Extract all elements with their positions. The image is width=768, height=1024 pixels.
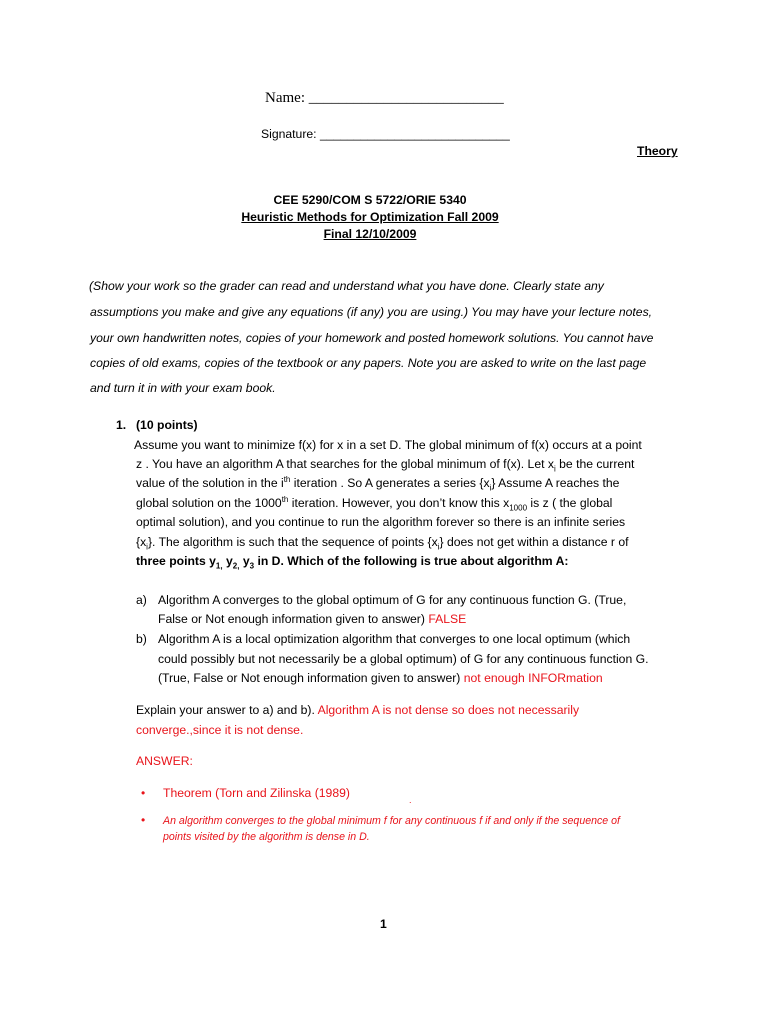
explain-answer: Algorithm A is not dense so does not necessarily (317, 703, 580, 717)
name-line (265, 90, 504, 107)
name-label: Name: (265, 90, 305, 106)
explain-text: Explain your answer to a) and b). Algorithm A is not dense so does not necessarily (136, 703, 580, 717)
name-blank-2: ___________ (421, 90, 504, 106)
question-text: three points $y_{1,}$ $y_{2,}$ $y_3$ in D. Which of the following is true about algorithm A: (136, 554, 569, 571)
theory-label: Theory (637, 144, 678, 158)
part-a-label: a) (136, 593, 147, 607)
instructions-line: and turn it in with your exam book. (90, 381, 276, 395)
question-points: (10 points) (136, 418, 198, 432)
question-text: Assume you want to minimize f(x) for x in a set D. The global minimum of f(x) occurs at a point (134, 438, 642, 452)
question-text: z . You have an algorithm A that searches for the global minimum of f(x). Let $x_i$ be the current (136, 457, 635, 474)
part-a-text: False or Not enough information given to answer) FALSE (158, 612, 467, 626)
signature-label: Signature: (261, 127, 317, 141)
exam-date: Final 12/10/2009 (323, 227, 417, 241)
bullet-text: An algorithm converges to the global minimum f for any continuous f if and only if the sequence of (163, 815, 620, 827)
bullet-icon: • (141, 813, 146, 827)
part-b-label: b) (136, 632, 147, 646)
explain-answer: converge.,since it is not dense. (136, 723, 304, 737)
part-a-text: Algorithm A converges to the global optimum of G for any continuous function G. (True, (158, 593, 627, 607)
question-number: 1. (116, 418, 127, 432)
stray-mark: . (409, 795, 412, 805)
question-text: global solution on the 1000th iteration. However, you don’t know this $x_{1000}$ is z ( the global (136, 494, 613, 513)
part-a-answer: FALSE (428, 612, 467, 626)
signature-line (261, 127, 510, 141)
question-text: $\{x_i\}$. The algorithm is such that the sequence of points $\{x_i\}$ does not get within a distance r of (136, 535, 629, 552)
part-b-text: Algorithm A is a local optimization algorithm that converges to one local optimum (which (158, 632, 631, 646)
question-text: value of the solution in the $i^{th}$ iteration . So A generates a series $\{x_i\}$ Assume A reaches the (136, 474, 620, 493)
bullet-text: Theorem (Torn and Zilinska (1989) (163, 786, 350, 800)
instructions-line: (Show your work so the grader can read and understand what you have done. Clearly state any (89, 279, 604, 293)
signature-blank: ____________________________ (319, 127, 510, 141)
instructions-line: your own handwritten notes, copies of your homework and posted homework solutions. You cannot have (90, 331, 654, 345)
part-b-answer: not enough INFORmation (463, 671, 603, 685)
course-codes: CEE 5290/COM S 5722/ORIE 5340 (273, 193, 467, 207)
bullet-text: points visited by the algorithm is dense in D. (163, 831, 370, 843)
instructions-line: copies of old exams, copies of the textbook or any papers. Note you are asked to write on the last page (90, 356, 647, 370)
question-text: optimal solution), and you continue to run the algorithm forever so there is an infinite series (136, 515, 626, 529)
part-b-text: could possibly but not necessarily be a global optimum) of G for any continuous function G. (158, 652, 649, 666)
answer-label: ANSWER: (136, 754, 193, 768)
instructions-line: assumptions you make and give any equations (if any) you are using.) You may have your lecture notes, (90, 305, 653, 319)
bullet-icon: • (141, 786, 146, 800)
part-b-text: (True, False or Not enough information given to answer) not enough INFORmation (158, 671, 603, 685)
name-blank: _______________ (308, 90, 422, 106)
course-title: Heuristic Methods for Optimization Fall 2009 (241, 210, 499, 224)
page-number: 1 (380, 917, 387, 931)
